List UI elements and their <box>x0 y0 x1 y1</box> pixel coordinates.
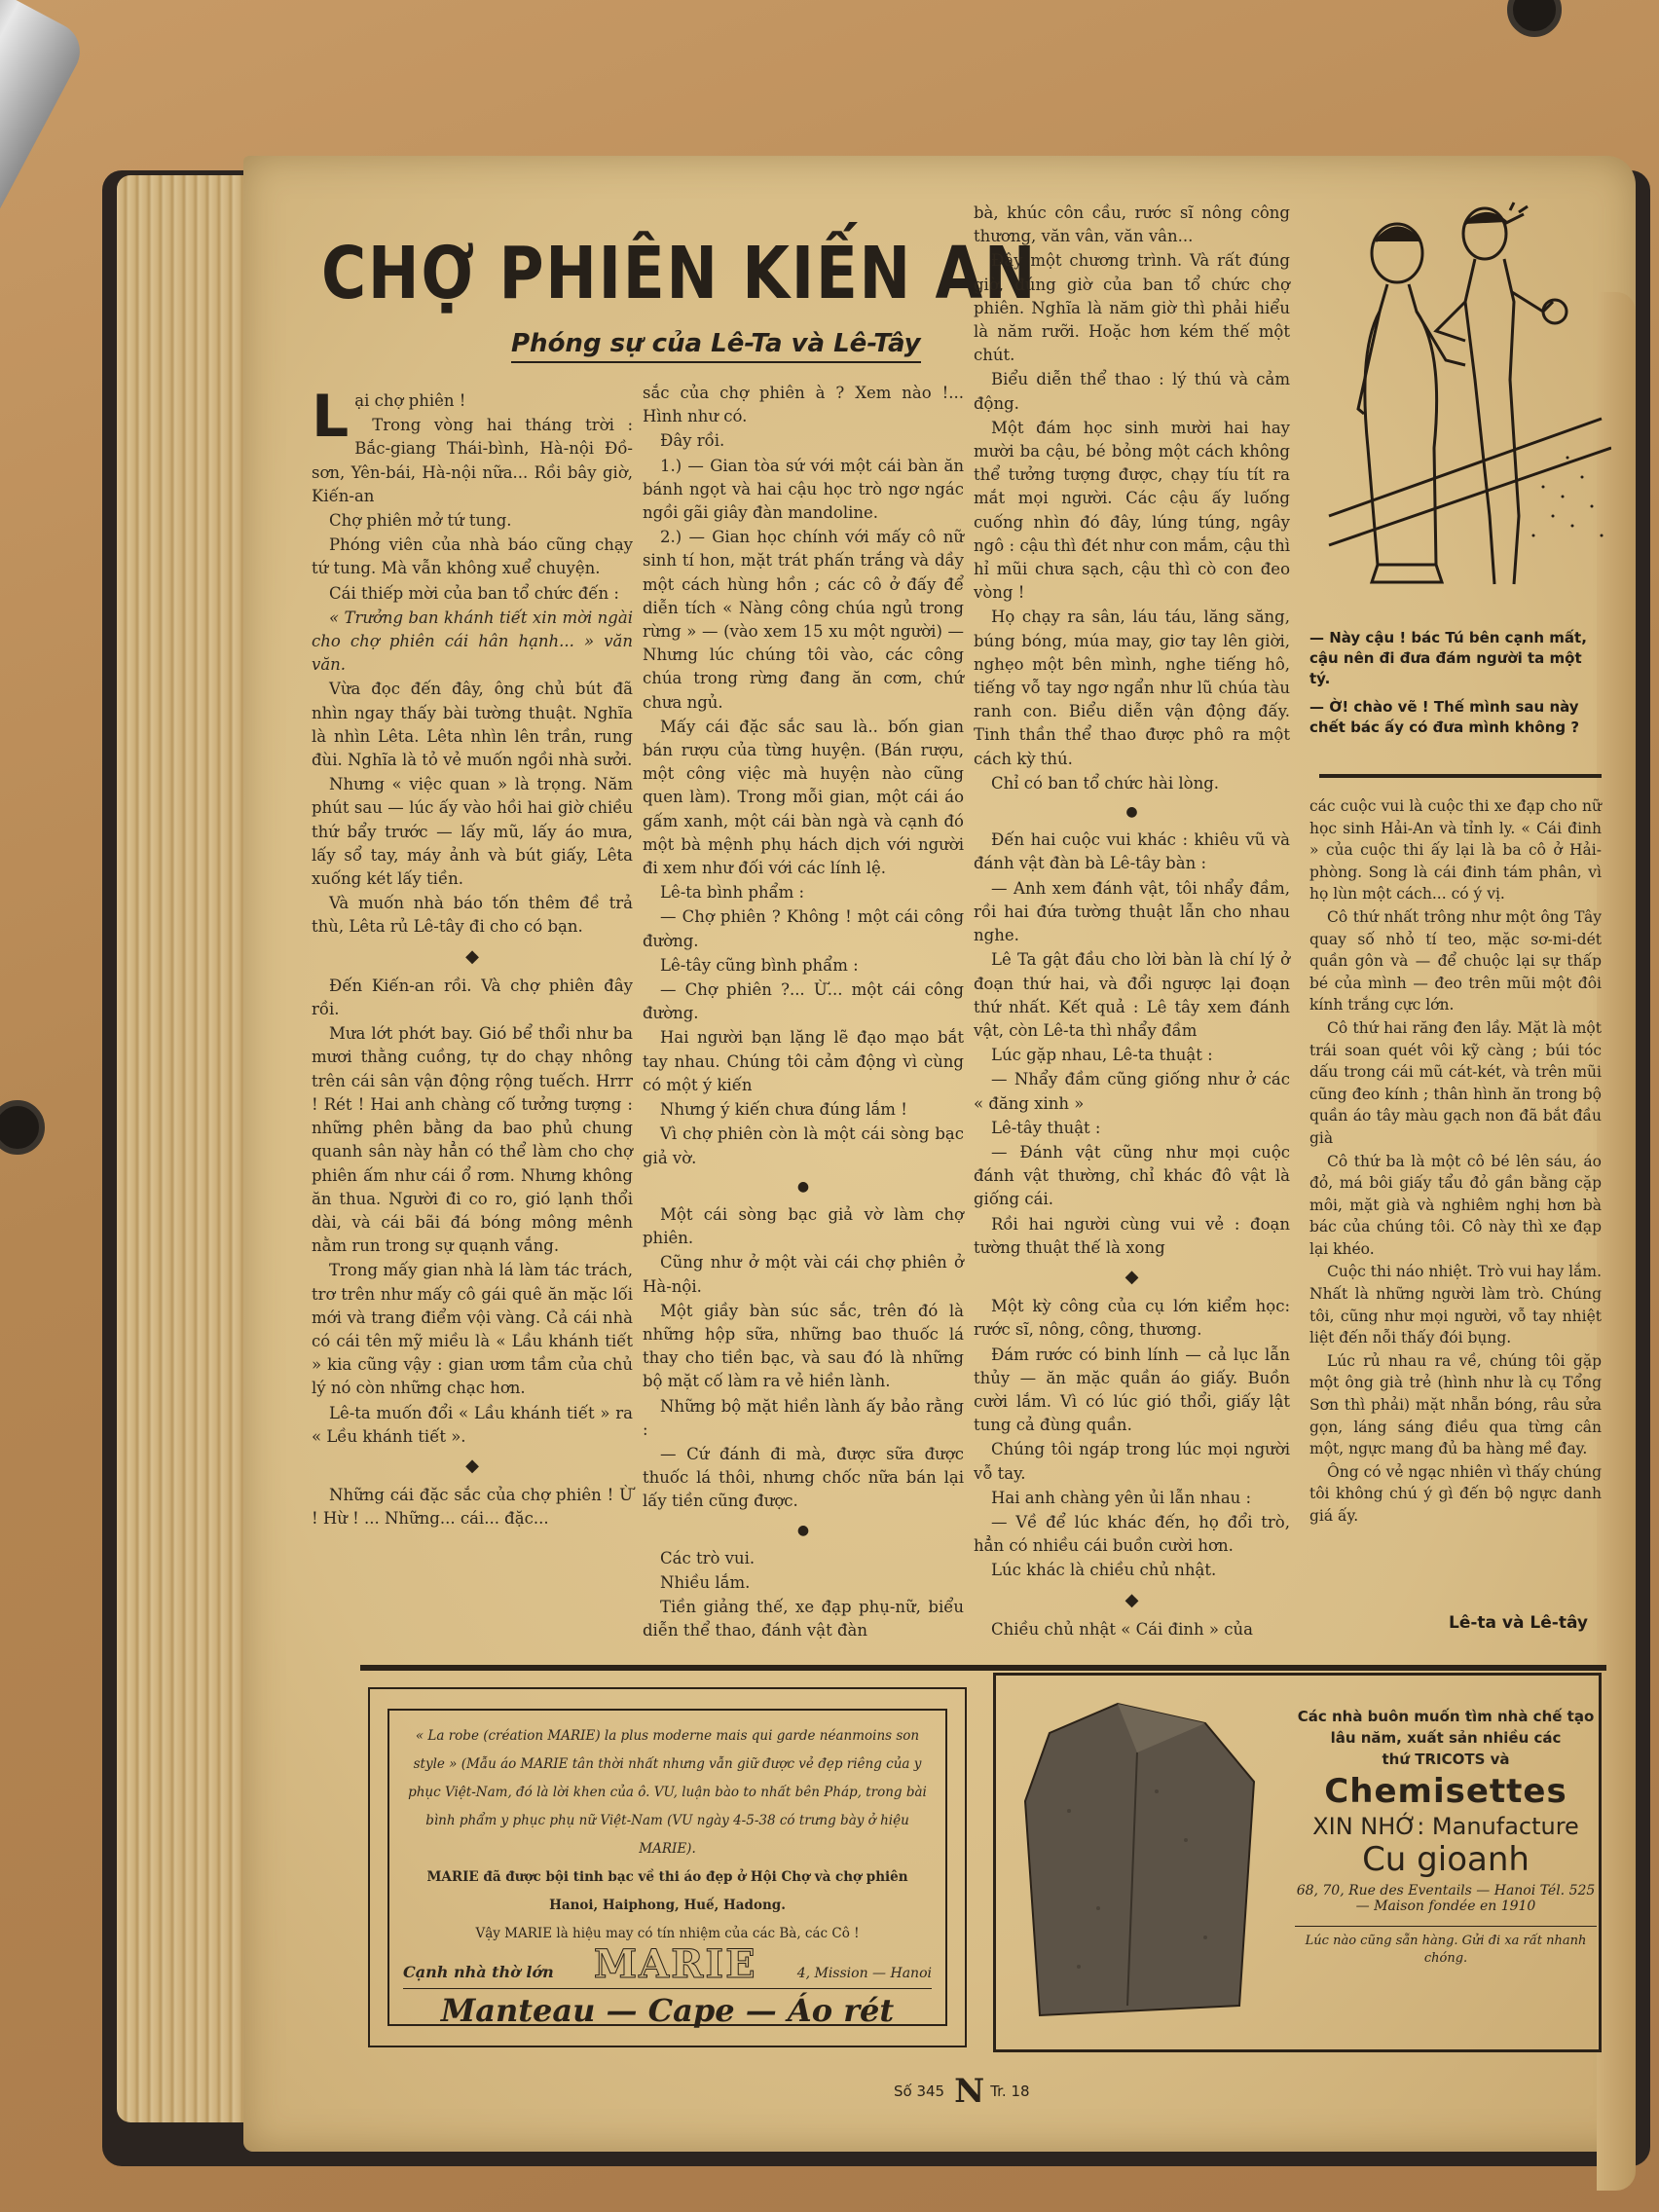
paragraph: Những bộ mặt hiền lành ấy bảo rằng : <box>643 1396 964 1439</box>
paragraph: 2.) — Gian học chính với mấy cô nữ sinh tí hon, mặt trát phấn trắng và dầy một cách hùng hồn ; các cô ở đấy để diễn tích « Nàng công chúa ngủ trong rừng » — (vào xem 15 xu một người) — Nhưng lúc chúng tôi vào, các công chúa trong rừng đang ăn cơm, chứ chưa ngủ. <box>643 528 964 712</box>
paragraph: Đây rồi. <box>660 431 725 451</box>
paragraph: Vì chợ phiên còn là một cái sòng bạc giả vờ. <box>643 1124 964 1167</box>
article-column-1 <box>312 383 633 1532</box>
article-byline: Phóng sự của Lê-Ta và Lê-Tây <box>511 329 921 363</box>
ad-marie-address: 4, Mission — Hanoi <box>796 1966 932 1981</box>
caption-line-1: — Này cậu ! bác Tú bên cạnh mất, cậu nên đi đưa đám người ta một tý. <box>1309 629 1587 687</box>
paragraph: Lê-ta bình phẩm : <box>660 883 805 903</box>
section-ornament: ◆ <box>1124 1266 1139 1287</box>
paragraph: Nhưng ý kiến chưa đúng lắm ! <box>660 1100 907 1120</box>
paragraph: Lê-tây thuật : <box>991 1118 1101 1137</box>
paragraph: Một kỳ công của cụ lớn kiểm học: rước sĩ, nông, công, thương. <box>974 1297 1290 1340</box>
paragraph: Cô thứ hai răng đen lầy. Mặt là một trái soan quét vôi kỹ càng ; búi tóc dấu trong cái mũ cát-két, và trên mũi cũng đeo kính ; thân hình ăn trong bộ quần áo tây màu gạch non đã bắt đầu già <box>1309 1018 1602 1147</box>
newspaper-logo: N <box>954 2072 981 2111</box>
paragraph: Chiều chủ nhật « Cái đinh » của <box>991 1619 1253 1639</box>
paragraph: sắc của chợ phiên à ? Xem nào !... Hình như có. <box>643 384 964 426</box>
paragraph: Trong vòng hai tháng trời : Bắc-giang Thái-bình, Hà-nội Đồ-sơn, Yên-bái, Hà-nội nữa... Rồi bây giờ, Kiến-an <box>312 416 633 505</box>
paragraph: — Nhẩy đầm cũng giống như ở các « đăng xinh » <box>974 1070 1290 1113</box>
ad-marie-products: Manteau — Cape — Áo rét <box>440 1992 895 2029</box>
article-signature: Lê-ta và Lê-tây <box>1449 1613 1588 1633</box>
ad-chem-address: 68, 70, Rue des Eventails — Hanoi Tél. 525 — Maison fondée en 1910 <box>1296 1883 1596 1914</box>
paragraph: Cô thứ nhất trông như một ông Tây quay số nhỏ tí teo, mặc sơ-mi-dét quần gôn và — để chuộc lại sự thấp bé của mình — đeo trên mũi một đôi kính trắng cực lớn. <box>1309 907 1602 1014</box>
drop-cap: L <box>312 383 350 451</box>
ad-marie-location: Cạnh nhà thờ lớn <box>403 1963 554 1981</box>
paragraph: Lê Ta gật đầu cho lời bàn là chí lý ở đoạn thứ hai, và đổi ngược lại đoạn thứ nhất. Kết quả : Lê tây xem đánh vật, còn Lê-ta thì nhẩy đầm <box>974 950 1290 1040</box>
paragraph: — Đánh vật cũng như mọi cuộc đánh vật thường, chỉ khác đô vật là giống cái. <box>974 1142 1290 1209</box>
paragraph: — Về để lúc khác đến, họ đổi trò, hẳn có nhiều cái buồn cười hơn. <box>974 1512 1290 1556</box>
paragraph: Hai người bạn lặng lẽ đạo mạo bắt tay nhau. Chúng tôi cảm động vì cùng có một ý kiến <box>643 1028 964 1094</box>
article-column-2 <box>643 382 964 1644</box>
paragraph: Những cái đặc sắc của chợ phiên ! Ừ ! Hừ ! ... Những... cái... đặc... <box>312 1486 633 1529</box>
paragraph: « Trưởng ban khánh tiết xin mời ngài cho chợ phiên cái hân hạnh... » văn văn. <box>312 608 633 675</box>
paragraph: Phóng viên của nhà báo cũng chạy tứ tung. Mà vẫn không xuể chuyện. <box>312 535 633 578</box>
paragraph: Cuộc thi náo nhiệt. Trò vui hay lắm. Nhất là những người làm trò. Chúng tôi, cũng như mọi người, vỗ tay nhiệt liệt đến nỗi thấy đói bụng. <box>1309 1263 1602 1347</box>
paragraph: Rồi hai người cùng vui vẻ : đoạn tường thuật thế là xong <box>974 1214 1290 1257</box>
caption-line-2: — Ờ! chào vẽ ! Thế mình sau này chết bác ấy có đưa mình không ? <box>1309 698 1580 736</box>
ad-marie-award: MARIE đã được bội tinh bạc về thi áo đẹp ở Hội Chợ và chợ phiên Hanoi, Haiphong, Huế, Hadong. <box>426 1869 908 1913</box>
paragraph: — Anh xem đánh vật, tôi nhẩy đầm, rồi hai đứa tường thuật lẫn cho nhau nghe. <box>974 878 1290 945</box>
ad-chem-line1: Các nhà buôn muốn tìm nhà chế tạo lâu năm, xuất sản nhiều các <box>1297 1708 1595 1747</box>
paragraph: Chợ phiên mở tứ tung. <box>329 511 512 531</box>
ad-chemisettes-text <box>1295 1706 1597 1968</box>
advertisement-marie <box>368 1687 967 2047</box>
paragraph: Hai anh chàng yên ủi lẫn nhau : <box>991 1488 1252 1507</box>
article-column-4 <box>1309 795 1602 1529</box>
caption-separator <box>1319 774 1602 778</box>
paragraph: Và muốn nhà báo tốn thêm đề trả thù, Lêta rủ Lê-tây đi cho có bạn. <box>312 894 633 937</box>
paragraph: Nhiều lắm. <box>660 1572 751 1592</box>
paragraph: Biểu diễn thể thao : lý thú và cảm động. <box>974 370 1290 413</box>
section-divider <box>360 1665 1606 1671</box>
section-ornament: ◆ <box>465 945 479 967</box>
ad-marie-brand-row <box>403 1941 932 1989</box>
article-column-3 <box>974 202 1290 1642</box>
marie-logo: MARIE <box>593 1941 757 1987</box>
paragraph: Lúc gặp nhau, Lê-ta thuật : <box>991 1046 1213 1065</box>
paragraph: Mấy cái đặc sắc sau là.. bốn gian bán rượu của từng huyện. (Bán rượu, một công việc mà huyện nào cũng quen làm). Trong mỗi gian, một cái áo gấm xanh, một cái bàn ngà và cạnh đó một bà mệnh phụ hách dịch với người đi xem như đối với các lính lệ. <box>643 717 964 878</box>
paragraph: Cái thiếp mời của ban tổ chức đến : <box>329 583 619 603</box>
section-dot: ● <box>796 1522 810 1538</box>
ad-marie-quote: « La robe (création MARIE) la plus moderne mais qui garde néanmoins son style » (Mẫu áo MARIE tân thời nhất nhưng vẫn giữ được vẻ đẹp riêng của y phục Việt-Nam, đó là lời khen của ô. VU, luận bào to nhất bên Pháp, trong bài bình phẩm y phục phụ nữ Việt-Nam (VU ngày 4-5-38 có trưng bày ở hiệu MARIE). <box>408 1728 927 1857</box>
paragraph: Một cái sòng bạc giả vờ làm chợ phiên. <box>643 1204 964 1248</box>
paragraph: Mưa lớt phớt bay. Gió bể thổi như ba mươi thằng cuồng, tự do chạy nhông trên cái sân vận động rộng tuếch. Hrrr ! Rét ! Hai anh chàng cố tưởng tượng : những phên bằng da bao phủ chung quanh sân này hẳn có thể làm cho chợ phiên ấm như cái ổ rơm. Nhưng không ăn thua. Người đi co ro, gió lạnh thổi dài, và cái bãi đá bóng mông mênh nằm run trong sự quạnh vắng. <box>312 1024 633 1256</box>
paragraph: Vừa đọc đến đây, ông chủ bút đã nhìn ngay thấy bài tường thuật. Nghĩa là nhìn Lêta. Lêta nhìn lên trần, rung đùi. Nghĩa là tỏ vẻ muốn ngồi nhà sưởi. <box>312 680 633 770</box>
article-title: CHỢ PHIÊN KIẾN AN <box>321 232 1038 315</box>
paragraph: Chỉ có ban tổ chức hài lòng. <box>991 773 1220 793</box>
page-number: Tr. 18 <box>990 2083 1030 2100</box>
paragraph: — Chợ phiên ?... Ừ... một cái công đường. <box>643 980 964 1023</box>
paragraph: Họ chạy ra sân, láu táu, lăng săng, búng bóng, múa may, giơ tay lên giời, nghẹo một bên mình, nghe tiếng hô, tiếng vỗ tay ngơ ngẩn như lũ chúa tàu ranh con. Biểu diễn vận động đấy. Tinh thần thể thao được phô ra một cách kỳ thú. <box>974 608 1290 768</box>
section-ornament: ◆ <box>1124 1589 1139 1610</box>
paragraph: Lê-tây cũng bình phẩm : <box>660 955 859 975</box>
paragraph: các cuộc vui là cuộc thi xe đạp cho nữ học sinh Hải-An và tỉnh ly. « Cái đinh » của cuộc thi ấy lại là ba cô ở Hải-phòng. Song là cái đinh tám phân, vì họ lùn một cách... có ý vị. <box>1309 797 1602 903</box>
paragraph: Trong mấy gian nhà lá làm tác trách, trơ trên như mấy cô gái quê ăn mặc lối mới và trang điểm vội vàng. Cả cái nhà có cái tên mỹ miều là « Lầu khánh tiết » kia cũng vậy : gian ươm tầm của chủ lý nó còn những chạc hơn. <box>312 1261 633 1398</box>
paragraph: Lúc rủ nhau ra về, chúng tôi gặp một ông già trẻ (hình như là cụ Tổng Sơn thì phải) mặt nhẵn bóng, râu sửa gọn, láng sáng điều qua từng cân một, ngực mang đủ ba hàng mề đay. <box>1309 1351 1602 1458</box>
page-footer <box>894 2072 1030 2111</box>
paragraph: Cũng như ở một vài cái chợ phiên ở Hà-nội. <box>643 1253 964 1296</box>
paragraph: Đây một chương trình. Và rất đúng giờ, đúng giờ của ban tổ chức chợ phiên. Nghĩa là năm giờ thì phải hiểu là năm rưỡi. Hoặc hơn kém thế một chút. <box>974 251 1290 365</box>
paragraph: 1.) — Gian tòa sứ với một cái bàn ăn bánh ngọt và hai cậu học trò ngơ ngác ngồi gãi giây đàn mandoline. <box>643 456 964 523</box>
paragraph: Một đám học sinh mười hai hay mười ba cậu, bé bỏng một cách không thể tưởng tượng được, chạy tíu tít ra mắt mọi người. Các cậu ấy luống cuống nhìn đó đây, lúng túng, ngây ngô : cậu thì đét như con mắm, cậu thì hỉ mũi chưa sạch, cậu thì cò con đeo vòng ! <box>974 418 1290 603</box>
section-dot: ● <box>796 1178 810 1195</box>
paragraph: Ông có vẻ ngạc nhiên vì thấy chúng tôi không chú ý gì đến bộ ngực danh giá ấy. <box>1309 1462 1602 1525</box>
paragraph: Lê-ta muốn đổi « Lầu khánh tiết » ra « Lều khánh tiết ». <box>312 1403 633 1446</box>
paragraph: Nhưng « việc quan » là trọng. Năm phút sau — lúc ấy vào hồi hai giờ chiều thứ bẩy trước — lấy mũ, lấy áo mưa, lấy sổ tay, máy ảnh và bút giấy, Lêta xuống két lấy tiền. <box>312 775 633 889</box>
paragraph: Các trò vui. <box>660 1548 756 1567</box>
section-ornament: ◆ <box>465 1455 479 1476</box>
paragraph: Cô thứ ba là một cô bé lên sáu, áo đỏ, má bôi giấy tẩu đỏ gần bằng cặp môi, mặt già và nghiêm nghị hơn bà bác của chúng tôi. Cô này thì xe đạp lại khéo. <box>1309 1152 1602 1258</box>
ad-marie-trust: Vậy MARIE là hiệu may có tín nhiệm của các Bà, các Cô ! <box>475 1926 860 1941</box>
paragraph: Tiền giảng thế, xe đạp phụ-nữ, biểu diễn thể thao, đánh vật đàn <box>643 1598 964 1641</box>
paragraph: Chúng tôi ngáp trong lúc mọi người vỗ tay. <box>974 1440 1290 1483</box>
cartoon-caption <box>1309 628 1606 746</box>
section-dot: ● <box>1125 804 1138 821</box>
chemisettes-logo: Chemisettes <box>1324 1772 1567 1811</box>
paragraph: Lúc khác là chiều chủ nhật. <box>991 1561 1217 1580</box>
paragraph: Đám rước có binh lính — cả lục lẫn thủy — ăn mặc quần áo giấy. Buồn cười lắm. Vì có lúc gió thổi, giấy lật tung cả đùng quần. <box>974 1345 1290 1435</box>
shirt-image <box>1011 1694 1273 2025</box>
paragraph: bà, khúc côn cầu, rước sĩ nông công thương, văn vân, văn vân... <box>974 203 1290 246</box>
paragraph: Đến hai cuộc vui khác : khiêu vũ và đánh vật đàn bà Lê-tây bàn : <box>974 830 1290 873</box>
ad-chem-line3: XIN NHỚ: Manufacture <box>1312 1813 1579 1840</box>
ad-chem-line2: thứ TRICOTS và <box>1382 1751 1510 1768</box>
cartoon-illustration <box>1319 195 1611 604</box>
ad-marie-frame <box>387 1709 947 2029</box>
paragraph: — Chợ phiên ? Không ! một cái công đường. <box>643 907 964 950</box>
paragraph: Một giầy bàn súc sắc, trên đó là những hộp sữa, những bao thuốc lá thay cho tiền bạc, và sau đó là những bộ mặt cố làm ra vẻ hiền lành. <box>643 1301 964 1391</box>
paragraph: Đến Kiến-an rồi. Và chợ phiên đây rồi. <box>312 976 633 1019</box>
ad-chem-note: Lúc nào cũng sẵn hàng. Gửi đi xa rất nhanh chóng. <box>1295 1926 1597 1968</box>
issue-number: Số 345 <box>894 2083 945 2100</box>
paragraph: ại chợ phiên ! <box>354 391 466 410</box>
ad-chem-maker: Cu gioanh <box>1362 1840 1530 1879</box>
paragraph: — Cứ đánh đi mà, được sữa được thuốc lá thôi, nhưng chốc nữa bán lại lấy tiền cũng được. <box>643 1444 964 1511</box>
page-stack <box>117 175 263 2122</box>
